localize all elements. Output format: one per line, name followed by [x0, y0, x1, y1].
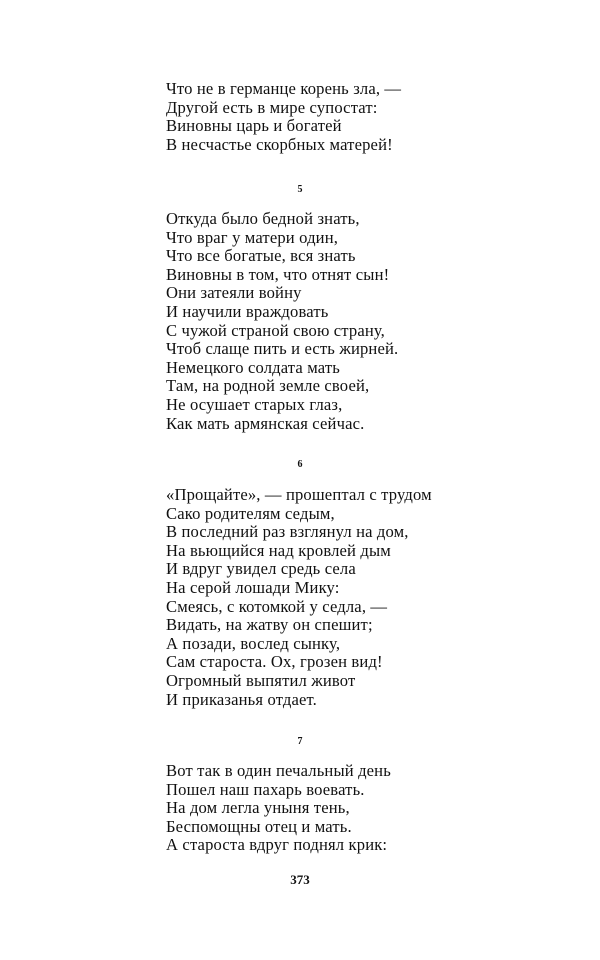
- verse-line: В несчастье скорбных матерей!: [166, 134, 393, 154]
- stanza-section-6: [166, 486, 432, 709]
- verse-line: На серой лошади Мику:: [166, 577, 340, 597]
- verse-line: Что не в германце корень зла, —: [166, 79, 402, 98]
- page-number: 373: [290, 872, 310, 887]
- stanza-section-5: [166, 210, 398, 433]
- verse-line: Виновны царь и богатей: [166, 116, 342, 136]
- verse-line: «Прощайте», — прошептал с трудом: [166, 485, 432, 504]
- verse-line: Пошел наш пахарь воевать.: [166, 779, 365, 799]
- verse-line: Там, на родной земле своей,: [166, 376, 370, 396]
- verse-line: Видать, на жатву он спешит;: [166, 615, 373, 635]
- verse-line: Беспомощны отец и мать.: [166, 816, 352, 836]
- verse-line: И научили враждовать: [166, 301, 329, 321]
- verse-line: Немецкого солдата мать: [166, 357, 340, 377]
- verse-line: Чтоб слаще пить и есть жирней.: [166, 339, 399, 359]
- verse-line: На дом легла уныня тень,: [166, 798, 350, 818]
- verse-line: Что враг у матери один,: [166, 227, 339, 247]
- section-number: 6: [297, 459, 303, 470]
- verse-line: Вот так в один печальный день: [166, 761, 391, 780]
- section-number: 5: [297, 184, 303, 195]
- verse-line: Они затеяли войну: [166, 283, 302, 303]
- verse-line: Смеясь, с котомкой у седла, —: [166, 596, 388, 616]
- verse-line: Как мать армянская сейчас.: [166, 413, 365, 433]
- verse-line: С чужой страной свою страну,: [166, 320, 385, 340]
- verse-line: На вьющийся над кровлей дым: [166, 540, 391, 560]
- verse-line: Сако родителям седым,: [166, 503, 335, 523]
- verse-line: Откуда было бедной знать,: [166, 209, 360, 228]
- verse-line: И вдруг увидел средь села: [166, 559, 356, 579]
- verse-line: Сам староста. Ох, грозен вид!: [166, 652, 383, 672]
- verse-line: Огромный выпятил живот: [166, 670, 356, 690]
- verse-line: Другой есть в мире супостат:: [166, 97, 378, 117]
- stanza-section-7: [166, 762, 391, 855]
- verse-line: Что все богатые, вся знать: [166, 246, 356, 266]
- section-number: 7: [297, 736, 303, 747]
- verse-line: И приказанья отдает.: [166, 689, 317, 709]
- verse-line: В последний раз взглянул на дом,: [166, 522, 409, 542]
- stanza-intro: [166, 80, 401, 154]
- verse-line: А староста вдруг поднял крик:: [166, 835, 388, 855]
- verse-line: Не осушает старых глаз,: [166, 394, 343, 414]
- verse-line: А позади, вослед сынку,: [166, 633, 341, 653]
- verse-line: Виновны в том, что отнят сын!: [166, 264, 390, 284]
